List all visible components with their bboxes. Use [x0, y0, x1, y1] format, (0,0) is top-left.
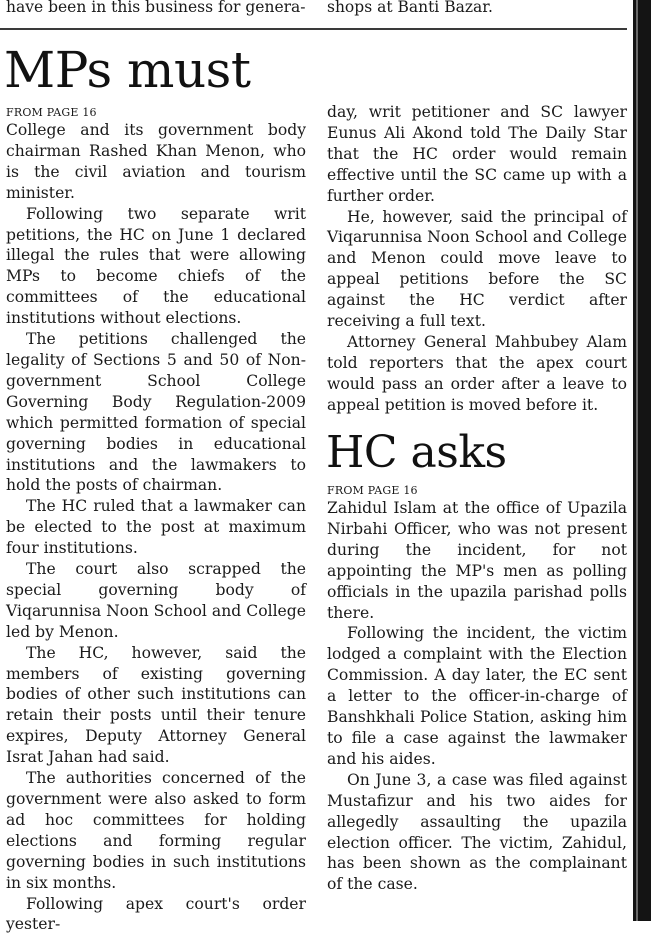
paragraph: The authorities concerned of the government were also asked to form ad hoc committees for holding elections and forming regular governing bodies in such institutions in six months.	[6, 769, 306, 892]
story-hc-column	[327, 498, 627, 895]
kicker-from-page: FROM PAGE 16	[6, 106, 97, 119]
page-edge-line	[636, 0, 638, 921]
paragraph: Following apex court's order yester-	[6, 894, 306, 934]
paragraph: College and its government body chairman Rashed Khan Menon, who is the civil aviation and tourism minister.	[6, 121, 306, 202]
kicker-from-page: FROM PAGE 16	[327, 484, 418, 497]
paragraph: Attorney General Mahbubey Alam told reporters that the apex court would pass an order after a leave to appeal petition is moved before it.	[327, 332, 627, 414]
story-mps-right-column	[327, 102, 627, 416]
paragraph: Following two separate writ petitions, the HC on June 1 declared illegal the rules that were allowing MPs to become chiefs of the committees of the educational institutions without elections.	[6, 204, 306, 328]
paragraph: On June 3, a case was filed against Mustafizur and his two aides for allegedly assaulting the upazila election officer. The victim, Zahidul, has been shown as the complainant of the case.	[327, 770, 627, 894]
story-mps-left-column	[6, 120, 306, 935]
headline-hc-asks: HC asks	[326, 427, 507, 478]
paragraph: day, writ petitioner and SC lawyer Eunus Ali Akond told The Daily Star that the HC order would remain effective until the SC came up with a further order.	[327, 103, 627, 205]
headline-mps-must: MPs must	[4, 41, 251, 99]
paragraph: Zahidul Islam at the office of Upazila Nirbahi Officer, who was not present during the incident, for not appointing the MP's men as polling officials in the upazila parishad polls there.	[327, 499, 627, 622]
previous-story-right-fragment: shops at Banti Bazar.	[327, 0, 493, 16]
previous-story-left-fragment: have been in this business for genera-	[6, 0, 306, 16]
previous-stories-strip	[0, 0, 651, 22]
paragraph: The HC ruled that a lawmaker can be elected to the post at maximum four institutions.	[6, 497, 306, 558]
paragraph: The court also scrapped the special governing body of Viqarunnisa Noon School and College led by Menon.	[6, 560, 306, 641]
paragraph: The petitions challenged the legality of Sections 5 and 50 of Non-government School College Governing Body Regulation-2009 which permitted formation of special governing bodies in educational institutions and the lawmakers to hold the posts of chairman.	[6, 330, 306, 495]
paragraph: Following the incident, the victim lodged a complaint with the Election Commission. A day later, the EC sent a letter to the officer-in-charge of Banshkhali Police Station, asking him to file a case against the lawmaker and his aides.	[327, 624, 627, 768]
paragraph: The HC, however, said the members of existing governing bodies of other such institutions can retain their posts until their tenure expires, Deputy Attorney General Israt Jahan had said.	[6, 643, 306, 767]
paragraph: He, however, said the principal of Viqarunnisa Noon School and College and Menon could move leave to appeal petitions before the SC against the HC verdict after receiving a full text.	[327, 207, 627, 331]
section-divider	[0, 28, 627, 30]
